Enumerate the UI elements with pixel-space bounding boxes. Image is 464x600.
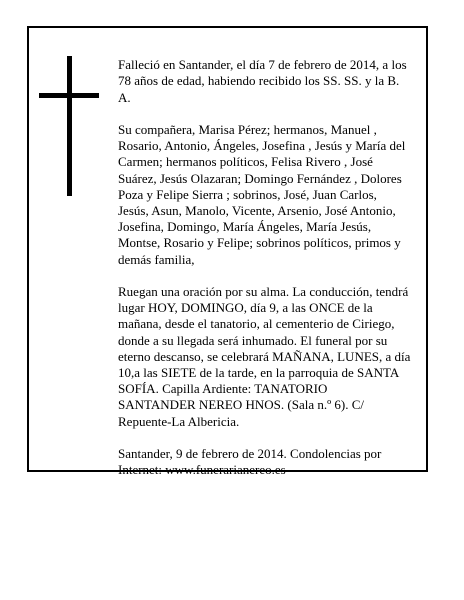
cross-horizontal-bar	[39, 93, 99, 98]
cross-icon	[39, 56, 99, 196]
family-members-paragraph: Su compañera, Marisa Pérez; hermanos, Manuel , Rosario, Antonio, Ángeles, Josefina , Jesús y María del Carmen; hermanos políticos, Felisa Rivero , José Suárez, Jesús Olazaran; Domingo Fernández , Dolores Poza y Felipe Sierra ; sobrinos, José, Juan Carlos, Jesús, Asun, Manolo, Vicente, Arsenio, José Antonio, Josefina, Domingo, María Ángeles, María Jesús, Montse, Rosario y Felipe; sobrinos políticos, primos y demás familia,	[118, 122, 406, 267]
obituary-text	[118, 41, 424, 495]
cross-vertical-bar	[67, 56, 72, 196]
death-announcement-paragraph: Falleció en Santander, el día 7 de febrero de 2014, a los 78 años de edad, habiendo recibido los SS. SS. y la B. A.	[118, 57, 407, 105]
obituary-notice	[27, 26, 428, 478]
date-and-condolences-paragraph: Santander, 9 de febrero de 2014. Condolencias por Internet: www.funerarianereo.es	[118, 446, 382, 478]
funeral-details-paragraph: Ruegan una oración por su alma. La conducción, tendrá lugar HOY, DOMINGO, día 9, a las ONCE de la mañana, desde el tanatorio, al cementerio de Ciriego, donde a su llegada será inhumado. El funeral por su eterno descanso, se celebrará MAÑANA, LUNES, a día 10,a las SIETE de la tarde, en la parroquia de SANTA SOFÍA. Capilla Ardiente: TANATORIO SANTANDER NEREO HNOS. (Sala n.º 6). C/ Repuente-La Albericia.	[118, 284, 411, 429]
